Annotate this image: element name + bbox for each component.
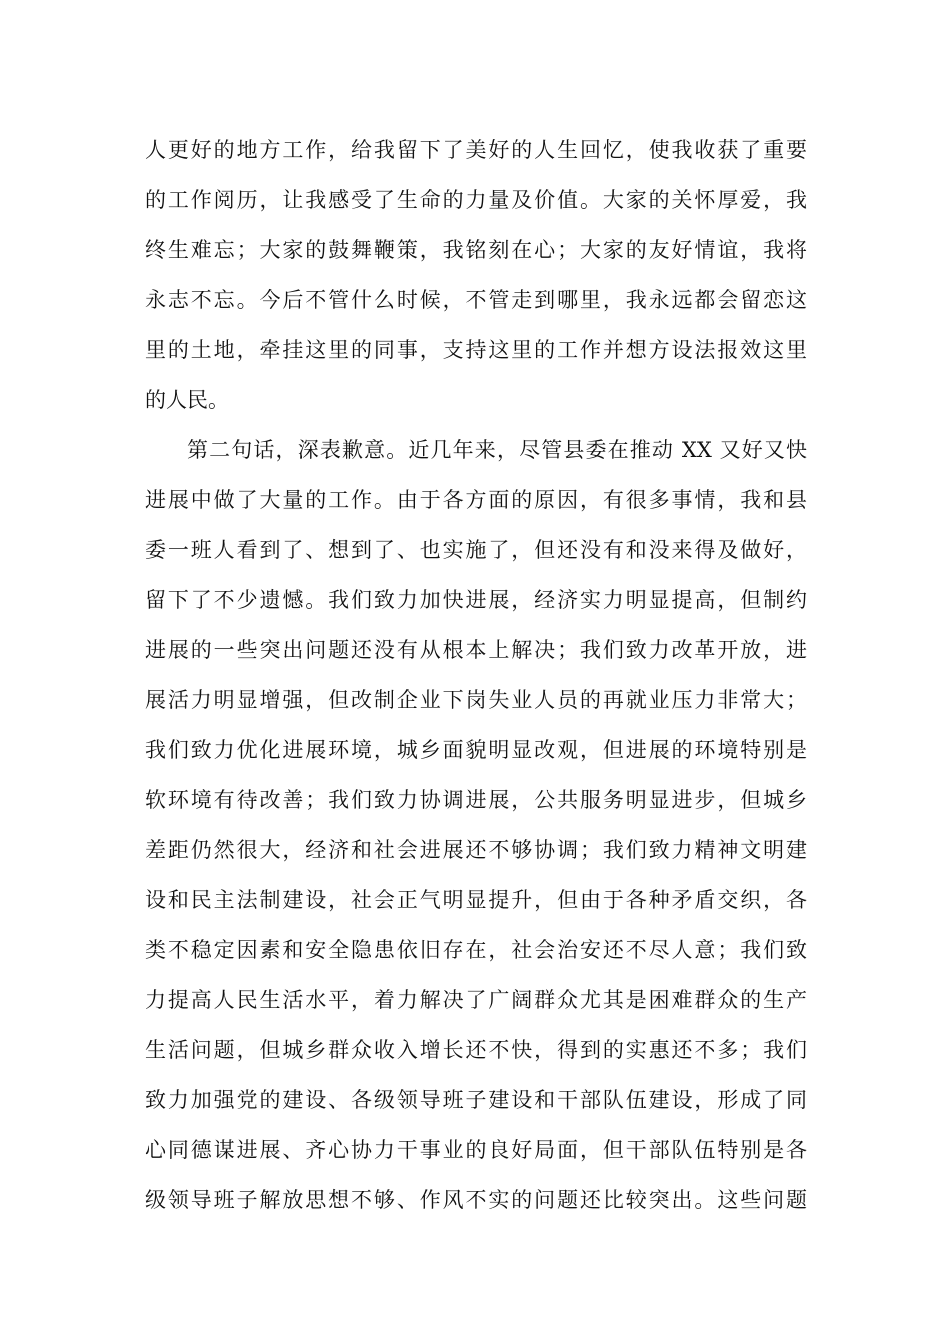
text-line: 软环境有待改善；我们致力协调进展，公共服务明显进步，但城乡 bbox=[145, 788, 807, 812]
text-line: 里的土地，牵挂这里的同事，支持这里的工作并想方设法报效这里 bbox=[145, 338, 807, 362]
text-line: 进展中做了大量的工作。由于各方面的原因，有很多事情，我和县 bbox=[145, 488, 807, 512]
text-line: 差距仍然很大，经济和社会进展还不够协调；我们致力精神文明建 bbox=[145, 838, 807, 862]
text-line: 委一班人看到了、想到了、也实施了，但还没有和没来得及做好， bbox=[145, 538, 807, 562]
text-line: 人更好的地方工作，给我留下了美好的人生回忆，使我收获了重要 bbox=[145, 138, 807, 162]
text-line: 进展的一些突出问题还没有从根本上解决；我们致力改革开放，进 bbox=[145, 638, 807, 662]
text-line: 设和民主法制建设，社会正气明显提升，但由于各种矛盾交织，各 bbox=[145, 888, 807, 912]
paragraph-apology bbox=[145, 425, 807, 1225]
text-line: 心同德谋进展、齐心协力干事业的良好局面，但干部队伍特别是各 bbox=[145, 1138, 807, 1162]
text-line: 终生难忘；大家的鼓舞鞭策，我铭刻在心；大家的友好情谊，我将 bbox=[145, 238, 807, 262]
text-line: 我们致力优化进展环境，城乡面貌明显改观，但进展的环境特别是 bbox=[145, 738, 807, 762]
text-line: 第二句话，深表歉意。近几年来，尽管县委在推动 XX 又好又快 bbox=[187, 438, 807, 462]
text-line: 的工作阅历，让我感受了生命的力量及价值。大家的关怀厚爱，我 bbox=[145, 188, 807, 212]
text-line: 的人民。 bbox=[145, 388, 229, 412]
text-line: 致力加强党的建设、各级领导班子建设和干部队伍建设，形成了同 bbox=[145, 1088, 807, 1112]
text-line: 展活力明显增强，但改制企业下岗失业人员的再就业压力非常大； bbox=[145, 688, 807, 712]
text-line: 生活问题，但城乡群众收入增长还不快，得到的实惠还不多；我们 bbox=[145, 1038, 807, 1062]
text-line: 留下了不少遗憾。我们致力加快进展，经济实力明显提高，但制约 bbox=[145, 588, 807, 612]
text-line: 永志不忘。今后不管什么时候，不管走到哪里，我永远都会留恋这 bbox=[145, 288, 807, 312]
paragraph-gratitude bbox=[145, 125, 807, 425]
text-line: 类不稳定因素和安全隐患依旧存在，社会治安还不尽人意；我们致 bbox=[145, 938, 807, 962]
text-line: 力提高人民生活水平，着力解决了广阔群众尤其是困难群众的生产 bbox=[145, 988, 807, 1012]
text-line: 级领导班子解放思想不够、作风不实的问题还比较突出。这些问题 bbox=[145, 1188, 807, 1212]
